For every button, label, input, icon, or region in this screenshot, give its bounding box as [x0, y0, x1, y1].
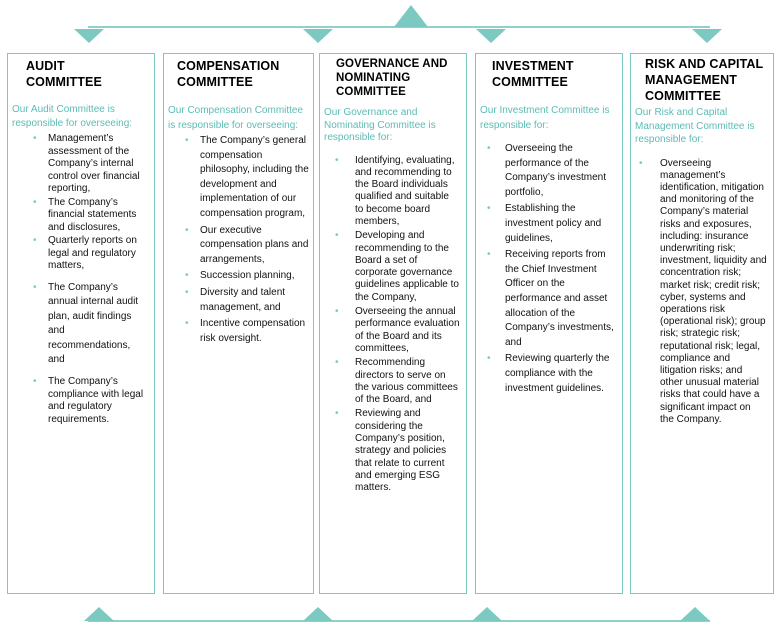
bullet-icon: • [487, 353, 491, 365]
responsibility-list [639, 158, 767, 426]
list-item: • The Company’s compliance with legal and regulatory requirements. [33, 376, 144, 425]
list-item: • Quarterly reports on legal and regulatory matters, [33, 235, 137, 271]
list-item: • Recommending directors to serve on the various committees of the Board, and [335, 357, 458, 406]
top-arrow-investment [476, 29, 506, 43]
list-item: • Diversity and talent management, and [185, 286, 286, 313]
list-item: • Our executive compensation plans and arrangements, [185, 224, 309, 265]
list-item: • Succession planning, [185, 269, 311, 284]
list-item: • Reviewing and considering the Company’s position, strategy and policies that relate to current and emerging ESG matters. [335, 408, 447, 494]
bottom-arrow-audit [84, 607, 114, 621]
investment-committee-card [475, 53, 623, 594]
governance-committee-card [319, 53, 467, 594]
committee-intro: Our Risk and Capital Management Committee is responsible for: [635, 107, 755, 145]
bullet-icon: • [487, 203, 491, 215]
top-arrow-risk [692, 29, 722, 43]
top-arrow-audit [74, 29, 104, 43]
list-item: • Management’s assessment of the Company’s internal control over financial reporting, [33, 133, 140, 194]
committee-intro: Our Compensation Committee is responsible for overseeing: [168, 105, 304, 131]
committee-title: RISK AND CAPITAL MANAGEMENT COMMITTEE [645, 57, 764, 103]
committee-intro: Our Audit Committee is responsible for overseeing: [12, 104, 133, 129]
bullet-icon: • [639, 157, 643, 169]
bottom-connector-line [88, 620, 710, 622]
bullet-icon: • [185, 318, 189, 330]
committee-title: COMPENSATION COMMITTEE [177, 59, 280, 89]
committee-intro: Our Governance and Nominating Committee is responsible for: [324, 107, 436, 143]
responsibility-list [335, 155, 460, 495]
list-item: • Overseeing the performance of the Company’s investment portfolio, [487, 143, 606, 198]
bullet-icon: • [335, 306, 339, 318]
bullet-icon: • [33, 376, 37, 388]
top-center-arrow [394, 5, 428, 27]
bullet-icon: • [335, 230, 339, 242]
committee-title: GOVERNANCE AND NOMINATING COMMITTEE [336, 58, 448, 98]
list-item: • Establishing the investment policy and guidelines, [487, 203, 602, 244]
list-item: • The Company’s financial statements and disclosures, [33, 196, 137, 233]
list-item: • Developing and recommending to the Board a set of corporate governance guidelines applicable to the Company, [335, 230, 459, 303]
committee-title: AUDIT COMMITTEE [26, 59, 102, 89]
list-item: • Receiving reports from the Chief Investment Officer on the performance and asset allocation of the Company’s investments, and [487, 249, 614, 348]
bullet-icon: • [335, 408, 339, 420]
list-item: • Reviewing quarterly the compliance with the investment guidelines. [487, 353, 610, 394]
bullet-icon: • [487, 249, 491, 261]
responsibility-list [185, 134, 311, 346]
responsibility-list [33, 133, 145, 426]
list-item: • Overseeing management’s identification, mitigation and monitoring of the Company’s material risks and exposures, including: insurance underwriting risk; investment, liquidity and concentration risk; market risk; credit risk; cyber, systems and operations risk (operational risk); group risk; strategic risk; reputational risk; legal, compliance and litigation risks; and other unusual material risks that could have a significant impact on the Company. [639, 157, 767, 425]
top-arrow-compensation [303, 29, 333, 43]
risk-committee-card [630, 53, 774, 594]
list-item: • The Company’s general compensation philosophy, including the development and implementation of our compensation program, [185, 135, 309, 219]
bullet-icon: • [33, 196, 37, 208]
bullet-icon: • [33, 133, 37, 144]
list-item: • The Company’s annual internal audit plan, audit findings and recommendations, and [33, 281, 139, 366]
bottom-arrow-risk [680, 607, 710, 621]
bullet-icon: • [33, 281, 37, 293]
bullet-icon: • [185, 286, 189, 298]
bullet-icon: • [185, 224, 189, 236]
bullet-icon: • [185, 135, 189, 146]
audit-committee-card [7, 53, 155, 594]
compensation-committee-card [163, 53, 314, 594]
list-item: • Identifying, evaluating, and recommending to the Board individuals qualified and suitable to become board members, [335, 154, 455, 227]
list-item: • Incentive compensation risk oversight. [185, 318, 306, 344]
bullet-icon: • [33, 235, 37, 246]
bullet-icon: • [335, 357, 339, 369]
committee-title: INVESTMENT COMMITTEE [492, 59, 574, 89]
bottom-arrow-investment [472, 607, 502, 621]
responsibility-list [487, 142, 615, 396]
committee-intro: Our Investment Committee is responsible for: [480, 105, 610, 131]
bottom-arrow-compensation [303, 607, 333, 621]
list-item: • Overseeing the annual performance evaluation of the Board and its committees, [335, 306, 460, 354]
bullet-icon: • [185, 270, 189, 282]
bullet-icon: • [335, 154, 339, 166]
bullet-icon: • [487, 143, 491, 154]
